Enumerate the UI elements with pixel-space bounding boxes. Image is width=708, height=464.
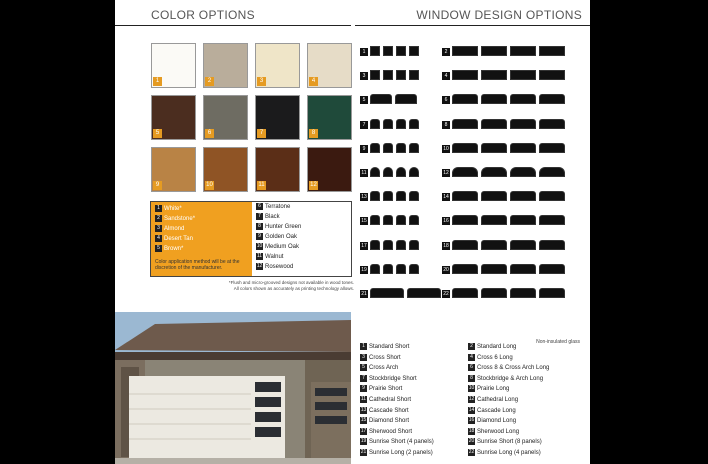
window-design-9[interactable] [360,142,436,154]
window-pane [370,70,380,80]
color-swatch-9[interactable] [151,147,196,192]
window-pane [370,191,380,201]
window-name-badge: 22 [468,449,475,455]
color-legend-item-4 [155,235,193,243]
window-pane [370,94,392,104]
window-number-badge: 22 [443,291,449,297]
window-pane [452,215,478,225]
window-pane [370,215,380,225]
swatch-number: 11 [258,182,265,188]
window-pane [452,70,478,80]
window-design-5[interactable] [360,93,436,105]
window-number-badge: 14 [443,194,449,201]
window-pane [396,240,406,250]
window-pane [481,167,507,177]
window-name-12 [468,396,518,404]
window-design-12[interactable] [442,166,582,178]
window-pane [396,215,406,225]
window-name-badge: 4 [468,354,475,361]
item-number-badge: 11 [256,253,263,259]
window-design-options-heading: WINDOW DESIGN OPTIONS [416,8,582,22]
window-name-badge: 3 [360,354,367,361]
window-design-20[interactable] [442,263,582,275]
color-legend-item-3 [155,225,184,233]
window-name-13 [360,407,409,415]
window-design-7[interactable] [360,118,436,130]
window-pane [407,288,441,298]
window-number-badge: 7 [360,121,368,129]
window-pane [510,119,536,129]
window-name-badge: 14 [468,406,475,413]
window-name-5 [360,364,398,372]
color-swatch-1[interactable] [151,43,196,88]
item-number-badge: 2 [155,215,162,222]
window-number-badge: 10 [443,145,449,152]
window-panes [370,118,419,130]
window-panes [370,190,419,202]
window-name-badge: 15 [360,417,367,424]
color-swatch-4[interactable] [307,43,352,88]
window-design-18[interactable] [442,239,582,251]
window-panes [370,263,419,275]
window-number-badge: 19 [361,266,367,273]
window-pane [409,143,419,153]
fine-print-1: *Flush and micro-grooved designs not available in wood tones. [228,280,354,285]
item-label: Brown* [164,246,184,252]
window-pane [510,264,536,274]
window-panes [370,214,419,226]
window-panes [452,190,565,202]
window-design-14[interactable] [442,190,582,202]
window-pane [409,264,419,274]
item-number-badge: 3 [155,225,162,232]
window-name-label: Sunrise Long (2 panels) [369,450,433,456]
window-pane [409,119,419,129]
window-pane [370,167,380,177]
window-pane [452,288,478,298]
color-options-heading: COLOR OPTIONS [151,8,255,22]
window-panes [452,263,565,275]
window-name-badge: 6 [468,364,475,371]
item-number-badge: 5 [155,245,162,252]
window-design-10[interactable] [442,142,582,154]
color-legend-item-7 [256,213,280,221]
window-pane [396,119,406,129]
window-pane [452,240,478,250]
window-pane [510,46,536,56]
window-design-3[interactable] [360,69,436,81]
swatch-number: 2 [205,77,214,86]
window-pane [510,240,536,250]
color-legend-item-1 [155,205,182,213]
window-name-10 [468,385,509,393]
window-name-badge: 11 [360,396,367,402]
window-name-label: Cross 6 Long [477,354,513,361]
window-name-6 [468,364,549,372]
window-number-badge: 18 [443,242,449,249]
window-name-19 [360,438,434,446]
window-pane [452,167,478,177]
fine-print-2: All colors shown as accurately as printing technology allows. [233,285,354,291]
brochure-page [115,0,590,464]
window-name-badge: 9 [360,385,367,392]
window-pane [481,240,507,250]
window-number-badge: 3 [360,72,368,80]
window-name-18 [468,428,519,436]
window-panes [452,118,565,130]
window-name-badge: 13 [360,406,367,413]
window-name-label: Cross 8 & Cross Arch Long [477,365,550,372]
window-name-badge: 16 [468,417,475,424]
window-pane [510,288,536,298]
window-panes [452,287,565,299]
window-pane [383,191,393,201]
window-pane [370,119,380,129]
window-name-label: Standard Short [369,344,410,350]
window-pane [481,288,507,298]
window-pane [510,191,536,201]
color-swatch-5[interactable] [151,95,196,140]
item-label: Hunter Green [265,224,302,230]
window-name-label: Sunrise Short (4 panels) [369,439,434,446]
swatch-number: 1 [153,77,162,86]
item-label: Desert Tan [164,236,193,242]
window-pane [370,240,380,250]
window-panes [370,69,419,81]
window-name-8 [468,375,543,383]
window-pane [481,94,507,104]
window-pane [510,94,536,104]
window-pane [452,94,478,104]
window-pane [539,240,565,250]
window-pane [370,46,380,56]
window-pane [539,264,565,274]
fine-print [204,280,354,291]
window-name-7 [360,375,417,383]
window-design-8[interactable] [442,118,582,130]
window-number-badge: 20 [443,266,449,273]
window-pane [481,264,507,274]
window-number-badge: 17 [361,242,367,249]
window-name-label: Cathedral Long [477,397,519,403]
window-design-15[interactable] [360,214,436,226]
heading-rule-left [115,25,351,26]
window-name-label: Prairie Short [369,386,403,393]
color-legend-additional [252,202,351,276]
window-pane [409,240,419,250]
window-design-16[interactable] [442,214,582,226]
window-design-4[interactable] [442,69,582,81]
window-panes [370,239,419,251]
window-name-badge: 2 [468,343,475,350]
window-name-17 [360,428,412,436]
window-pane [539,215,565,225]
swatch-number: 6 [205,129,214,138]
window-name-badge: 1 [360,343,367,350]
window-number-badge: 16 [443,218,449,225]
color-swatch-6[interactable] [203,95,248,140]
window-pane [481,46,507,56]
window-name-9 [360,385,402,393]
non-insulated-note: Non-insulated glass [536,339,580,345]
window-pane [383,46,393,56]
window-name-label: Stockbridge Short [369,375,417,382]
item-label: Rosewood [265,264,294,270]
window-number-badge: 5 [360,96,368,104]
window-pane [383,143,393,153]
window-pane [383,264,393,274]
window-pane [409,167,419,177]
color-swatch-2[interactable] [203,43,248,88]
window-pane [539,70,565,80]
color-swatch-8[interactable] [307,95,352,140]
window-name-4 [468,354,513,362]
window-name-badge: 10 [468,385,475,392]
color-legend-item-10 [256,243,299,251]
window-design-19[interactable] [360,263,436,275]
window-name-label: Prairie Long [477,386,510,393]
window-panes [370,166,419,178]
window-name-label: Diamond Long [477,418,517,425]
window-design-13[interactable] [360,190,436,202]
window-pane [539,288,565,298]
item-number-badge: 7 [256,213,263,220]
window-panes [452,93,565,105]
window-number-badge: 9 [360,145,368,153]
window-design-17[interactable] [360,239,436,251]
window-panes [452,45,565,57]
window-panes [452,239,565,251]
swatch-number: 5 [153,129,162,138]
window-pane [452,264,478,274]
color-legend-item-11 [256,253,283,261]
window-number-badge: 15 [361,218,367,225]
window-panes [452,69,565,81]
color-swatch-11[interactable] [255,147,300,192]
window-name-label: Sunrise Long (4 panels) [477,450,541,456]
window-pane [539,46,565,56]
window-pane [539,94,565,104]
window-number-badge: 12 [443,170,449,176]
window-pane [396,143,406,153]
window-name-badge: 12 [468,396,475,402]
window-pane [481,191,507,201]
window-pane [383,167,393,177]
window-number-badge: 21 [361,291,367,297]
item-number-badge: 4 [155,235,162,242]
window-name-badge: 18 [468,427,475,434]
window-name-badge: 21 [360,449,367,455]
item-number-badge: 1 [155,205,162,212]
window-pane [409,215,419,225]
window-pane [370,143,380,153]
window-pane [396,46,406,56]
item-label: Golden Oak [265,234,298,240]
window-name-15 [360,417,409,425]
color-legend-item-8 [256,223,301,231]
swatch-number: 3 [257,77,266,86]
window-panes [370,287,441,299]
swatch-number: 7 [257,129,266,138]
item-number-badge: 8 [256,223,263,230]
window-pane [395,94,417,104]
window-name-21 [360,449,433,457]
window-number-badge: 6 [442,96,450,104]
window-number-badge: 11 [361,170,367,176]
window-pane [481,215,507,225]
item-number-badge: 6 [256,203,263,210]
window-name-22 [468,449,541,457]
item-label: Medium Oak [265,244,300,250]
window-number-badge: 2 [442,48,450,56]
color-swatch-10[interactable] [203,147,248,192]
window-name-label: Sherwood Short [369,428,413,435]
color-legend-item-2 [155,215,195,223]
window-name-14 [468,407,516,415]
window-name-label: Diamond Short [369,418,410,425]
window-name-label: Cathedral Short [369,397,412,403]
item-label: Sandstone* [164,216,196,222]
window-pane [510,215,536,225]
window-pane [539,143,565,153]
swatch-number: 12 [310,182,317,188]
window-panes [452,166,565,178]
window-name-badge: 7 [360,375,367,382]
window-pane [539,167,565,177]
item-number-badge: 12 [256,263,263,269]
window-number-badge: 1 [360,48,368,56]
window-pane [481,143,507,153]
garage-door-photo [115,312,351,464]
window-name-label: Cross Arch [369,365,399,372]
window-pane [409,46,419,56]
legend-note: Color application method will be at the discretion of the manufacturer. [155,259,240,271]
window-pane [452,143,478,153]
garage-photo-illustration [115,312,351,464]
window-pane [452,46,478,56]
window-pane [370,264,380,274]
window-pane [481,70,507,80]
swatch-number: 8 [309,129,318,138]
window-name-badge: 8 [468,375,475,382]
window-design-1[interactable] [360,45,436,57]
window-number-badge: 8 [442,121,450,129]
window-name-label: Cascade Short [369,407,409,414]
swatch-number: 9 [153,181,162,190]
window-name-11 [360,396,411,404]
window-pane [510,167,536,177]
window-panes [370,142,419,154]
window-name-badge: 19 [360,438,367,445]
item-number-badge: 10 [256,243,263,249]
window-pane [409,70,419,80]
window-panes [370,93,417,105]
window-pane [539,191,565,201]
window-pane [452,119,478,129]
window-name-2 [468,343,516,351]
window-panes [452,142,565,154]
window-design-2[interactable] [442,45,582,57]
window-name-label: Cross Short [369,354,401,361]
window-panes [452,214,565,226]
window-name-16 [468,417,516,425]
window-pane [481,119,507,129]
heading-rule-right [355,25,590,26]
window-pane [383,240,393,250]
window-name-3 [360,354,401,362]
window-pane [396,167,406,177]
window-name-1 [360,343,409,351]
swatch-number: 10 [206,182,213,188]
window-name-label: Stockbridge & Arch Long [477,375,544,382]
item-label: Walnut [265,254,284,260]
window-pane [510,70,536,80]
window-pane [396,191,406,201]
window-pane [409,191,419,201]
window-pane [396,70,406,80]
window-pane [383,119,393,129]
window-number-badge: 4 [442,72,450,80]
window-name-20 [468,438,542,446]
color-swatch-7[interactable] [255,95,300,140]
item-label: White* [164,206,182,212]
window-pane [539,119,565,129]
color-legend-item-6 [256,203,290,211]
color-legend-item-12 [256,263,293,271]
window-pane [383,215,393,225]
window-design-6[interactable] [442,93,582,105]
window-name-label: Cascade Long [477,407,516,414]
window-design-22[interactable] [442,287,582,299]
color-swatch-3[interactable] [255,43,300,88]
window-name-badge: 17 [360,427,367,434]
swatch-number: 4 [309,77,318,86]
window-pane [510,143,536,153]
window-name-label: Standard Long [477,344,517,350]
window-name-label: Sunrise Short (8 panels) [477,439,542,446]
item-label: Almond [164,226,185,232]
item-label: Black [265,214,280,220]
window-design-11[interactable] [360,166,436,178]
color-legend-item-5 [155,245,183,253]
color-swatch-12[interactable] [307,147,352,192]
window-name-badge: 20 [468,438,475,445]
window-design-21[interactable] [360,287,436,299]
item-label: Terratone [265,204,291,210]
color-legend [150,201,352,277]
window-name-badge: 5 [360,364,367,371]
color-legend-item-9 [256,233,297,241]
window-number-badge: 13 [361,194,367,201]
window-pane [396,264,406,274]
window-pane [370,288,404,298]
item-number-badge: 9 [256,233,263,240]
window-name-label: Sherwood Long [477,428,520,435]
window-pane [452,191,478,201]
window-pane [383,70,393,80]
window-panes [370,45,419,57]
